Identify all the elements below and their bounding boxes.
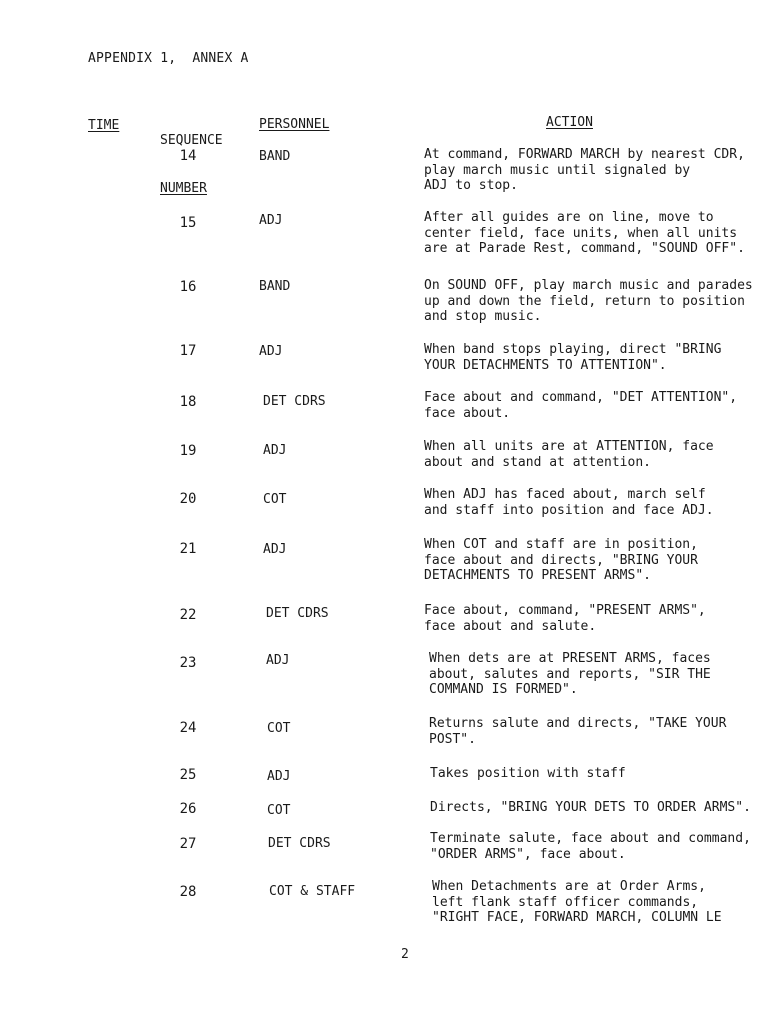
action-line: When Detachments are at Order Arms,: [432, 879, 706, 894]
sequence-number: 23: [179, 655, 197, 671]
action-cell: [424, 278, 770, 325]
header-sequence-line1: SEQUENCE: [160, 133, 223, 148]
header-sequence-line2: NUMBER: [160, 181, 207, 196]
action-line: play march music until signaled by: [424, 162, 691, 178]
personnel-cell: BAND: [259, 149, 291, 164]
action-cell: [424, 603, 770, 634]
action-line: face about and directs, "BRING YOUR: [424, 552, 698, 568]
action-line: about, salutes and reports, "SIR THE: [429, 666, 711, 682]
action-line: and stop music.: [424, 309, 542, 324]
action-line: Takes position with staff: [430, 766, 626, 781]
action-line: face about and salute.: [424, 618, 597, 634]
action-line: up and down the field, return to position: [424, 293, 745, 309]
action-line: POST".: [429, 731, 476, 747]
personnel-cell: COT & STAFF: [269, 884, 356, 899]
action-line: At command, FORWARD MARCH by nearest CDR,: [424, 147, 745, 162]
sequence-number: 17: [179, 343, 197, 359]
sequence-number: 20: [179, 491, 197, 507]
action-line: "RIGHT FACE, FORWARD MARCH, COLUMN LE: [432, 910, 722, 925]
action-line: and staff into position and face ADJ.: [424, 502, 714, 518]
header-action: ACTION: [546, 115, 593, 130]
action-line: Face about, command, "PRESENT ARMS",: [424, 603, 706, 618]
personnel-cell: DET CDRS: [263, 394, 326, 409]
sequence-number: 16: [179, 279, 197, 295]
action-line: face about.: [424, 405, 511, 421]
personnel-cell: ADJ: [267, 769, 291, 784]
action-line: ADJ to stop.: [424, 178, 518, 193]
sequence-number: 26: [179, 801, 197, 817]
action-line: Face about and command, "DET ATTENTION",: [424, 390, 738, 405]
action-cell: [430, 800, 772, 816]
action-cell: [424, 390, 770, 421]
action-line: Returns salute and directs, "TAKE YOUR: [429, 716, 727, 731]
sequence-number: 22: [179, 607, 197, 623]
action-cell: [424, 210, 770, 257]
action-cell: [424, 342, 770, 373]
personnel-cell: COT: [267, 803, 291, 818]
action-line: When COT and staff are in position,: [424, 537, 698, 552]
header-time: TIME: [88, 118, 120, 133]
personnel-cell: ADJ: [266, 653, 290, 668]
action-cell: [430, 831, 772, 862]
action-line: After all guides are on line, move to: [424, 210, 714, 225]
sequence-number: 19: [179, 443, 197, 459]
action-cell: [424, 147, 770, 194]
action-line: When ADJ has faced about, march self: [424, 487, 706, 502]
action-line: about and stand at attention.: [424, 454, 651, 470]
action-cell: [429, 716, 772, 747]
action-line: center field, face units, when all units: [424, 225, 738, 241]
action-line: Terminate salute, face about and command,: [430, 831, 751, 846]
sequence-number: 14: [179, 148, 197, 164]
personnel-cell: COT: [267, 721, 291, 736]
action-cell: [429, 651, 772, 698]
action-line: are at Parade Rest, command, "SOUND OFF".: [424, 241, 745, 256]
personnel-cell: ADJ: [259, 213, 283, 228]
action-line: DETACHMENTS TO PRESENT ARMS".: [424, 568, 651, 583]
personnel-cell: BAND: [259, 279, 291, 294]
action-line: YOUR DETACHMENTS TO ATTENTION".: [424, 357, 667, 373]
sequence-number: 21: [179, 541, 197, 557]
action-line: COMMAND IS FORMED".: [429, 682, 578, 697]
action-cell: [430, 766, 772, 782]
action-line: On SOUND OFF, play march music and parades: [424, 278, 753, 293]
header-personnel: PERSONNEL: [259, 117, 330, 132]
action-line: When band stops playing, direct "BRING: [424, 342, 722, 357]
action-cell: [424, 487, 770, 518]
action-cell: [424, 537, 770, 584]
personnel-cell: ADJ: [259, 344, 283, 359]
page-number: 2: [401, 947, 409, 962]
action-line: When all units are at ATTENTION, face: [424, 439, 714, 454]
sequence-number: 24: [179, 720, 197, 736]
sequence-number: 15: [179, 215, 197, 231]
action-line: Directs, "BRING YOUR DETS TO ORDER ARMS".: [430, 800, 751, 815]
personnel-cell: DET CDRS: [268, 836, 331, 851]
sequence-number: 18: [179, 394, 197, 410]
sequence-number: 25: [179, 767, 197, 783]
action-cell: [424, 439, 770, 470]
sequence-number: 27: [179, 836, 197, 852]
sequence-number: 28: [179, 884, 197, 900]
action-cell: [432, 879, 772, 926]
personnel-cell: ADJ: [263, 542, 287, 557]
action-line: "ORDER ARMS", face about.: [430, 846, 626, 862]
action-line: left flank staff officer commands,: [432, 894, 699, 910]
personnel-cell: DET CDRS: [266, 606, 329, 621]
personnel-cell: COT: [263, 492, 287, 507]
document-heading: APPENDIX 1, ANNEX A: [88, 51, 249, 66]
action-line: When dets are at PRESENT ARMS, faces: [429, 651, 711, 666]
personnel-cell: ADJ: [263, 443, 287, 458]
